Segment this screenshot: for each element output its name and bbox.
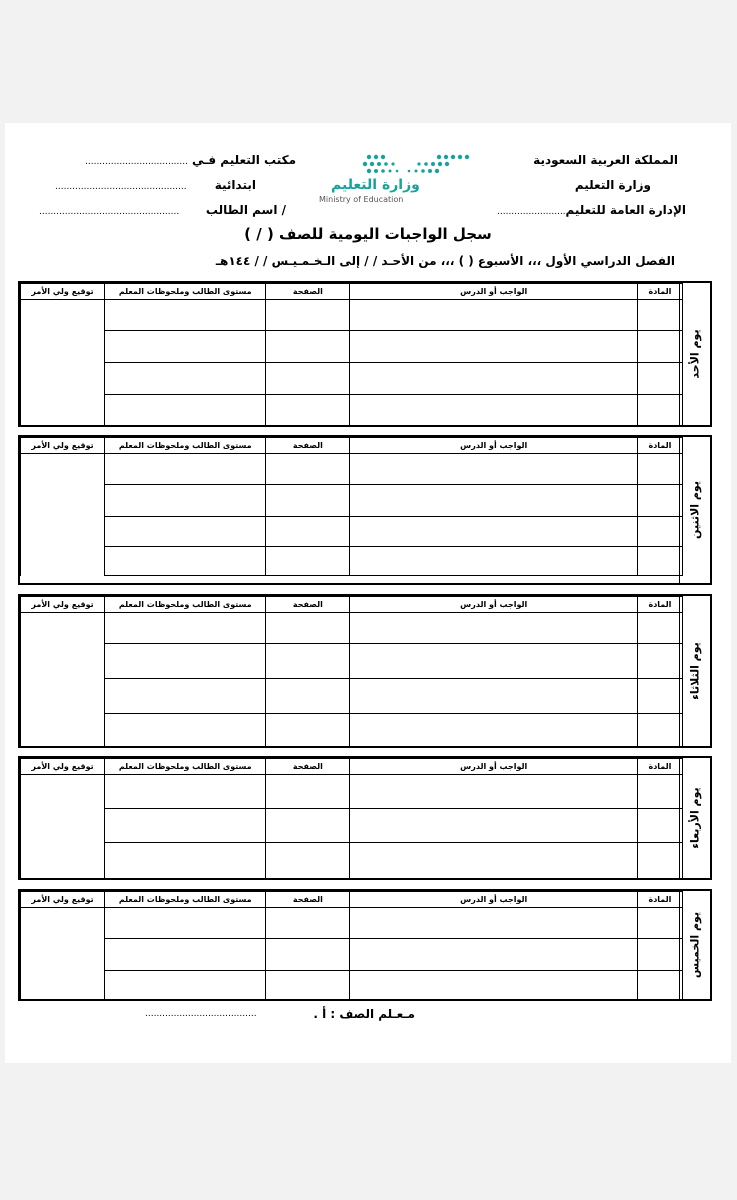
- col-page-cell[interactable]: [266, 644, 350, 679]
- col-subject-cell[interactable]: [637, 679, 682, 714]
- col-student-level-cell[interactable]: [105, 908, 266, 939]
- semester-week-line: الفصل الدراسي الأول ،،، الأسبوع ( ) ،،، من الأحـد / / إلى الـخـمـيـس / / ١٤٤هـ: [215, 254, 675, 268]
- homework-table: [20, 891, 683, 1001]
- col-subject-cell[interactable]: [637, 454, 682, 485]
- col-student-level-cell[interactable]: [105, 843, 266, 879]
- col-homework-cell[interactable]: [350, 613, 637, 644]
- col-subject-cell[interactable]: [637, 363, 682, 395]
- page-title: سجل الواجبات اليومية للصف ( / ): [244, 225, 492, 243]
- col-subject-cell[interactable]: [637, 908, 682, 939]
- header-student-name: اسم الطالب /: [205, 203, 286, 217]
- col-subject-cell[interactable]: [637, 613, 682, 644]
- col-subject-cell[interactable]: [637, 939, 682, 971]
- col-page-cell[interactable]: [266, 908, 350, 939]
- col-subject-cell[interactable]: [637, 517, 682, 547]
- col-subject-header: المادة: [637, 759, 682, 775]
- worksheet-page: [5, 123, 731, 1063]
- table-row: [21, 939, 683, 971]
- col-homework-header: الواجب أو الدرس: [350, 284, 637, 300]
- col-page-cell[interactable]: [266, 971, 350, 1001]
- col-subject-cell[interactable]: [637, 331, 682, 363]
- homework-table: [20, 437, 683, 576]
- table-row: [21, 395, 683, 427]
- col-subject-cell[interactable]: [637, 395, 682, 427]
- day-block-tuesday: [18, 594, 712, 748]
- col-student-level-cell[interactable]: [105, 485, 266, 517]
- day-label: يوم الثلاثاء: [688, 642, 702, 700]
- header-education-office: مكتب التعليم فـي: [192, 153, 296, 167]
- col-homework-cell[interactable]: [350, 395, 637, 427]
- col-page-header: الصفحة: [266, 597, 350, 613]
- col-student-level-cell[interactable]: [105, 395, 266, 427]
- table-row: [21, 300, 683, 331]
- col-student-level-header: مستوى الطالب وملحوظات المعلم: [105, 597, 266, 613]
- col-student-level-cell[interactable]: [105, 679, 266, 714]
- table-row: [21, 331, 683, 363]
- col-homework-cell[interactable]: [350, 843, 637, 879]
- header-ministry: وزارة التعليم: [574, 178, 651, 192]
- col-page-cell[interactable]: [266, 613, 350, 644]
- col-homework-cell[interactable]: [350, 485, 637, 517]
- col-page-cell[interactable]: [266, 395, 350, 427]
- ministry-logo: [309, 153, 484, 205]
- col-parent-signature-header: توقيع ولي الأمر: [21, 438, 105, 454]
- col-student-level-cell[interactable]: [105, 971, 266, 1001]
- col-subject-cell[interactable]: [637, 775, 682, 809]
- col-homework-header: الواجب أو الدرس: [350, 597, 637, 613]
- class-teacher-label: مـعـلم الصف : أ .: [313, 1007, 415, 1021]
- col-student-level-cell[interactable]: [105, 775, 266, 809]
- day-label-column: [679, 283, 710, 425]
- col-page-header: الصفحة: [266, 438, 350, 454]
- table-header-row: [21, 597, 683, 613]
- parent-signature-cell[interactable]: [21, 454, 105, 576]
- table-header-row: [21, 438, 683, 454]
- col-homework-cell[interactable]: [350, 300, 637, 331]
- col-homework-cell[interactable]: [350, 644, 637, 679]
- col-parent-signature-header: توقيع ولي الأمر: [21, 892, 105, 908]
- col-student-level-cell[interactable]: [105, 517, 266, 547]
- col-homework-header: الواجب أو الدرس: [350, 892, 637, 908]
- col-homework-cell[interactable]: [350, 547, 637, 576]
- col-subject-cell[interactable]: [637, 485, 682, 517]
- day-label: يوم الاثنين: [688, 481, 702, 539]
- col-student-level-cell[interactable]: [105, 331, 266, 363]
- table-row: [21, 363, 683, 395]
- day-block-thursday: [18, 889, 712, 1001]
- primary-school-dots: ..............................................: [55, 182, 187, 192]
- table-row: [21, 454, 683, 485]
- table-row: [21, 547, 683, 576]
- day-label-column: [679, 596, 710, 746]
- col-homework-cell[interactable]: [350, 517, 637, 547]
- col-subject-header: المادة: [637, 284, 682, 300]
- table-row: [21, 714, 683, 747]
- col-student-level-cell[interactable]: [105, 454, 266, 485]
- header-kingdom: المملكة العربية السعودية: [533, 153, 678, 167]
- education-office-dots: ....................................: [85, 157, 188, 167]
- col-student-level-header: مستوى الطالب وملحوظات المعلم: [105, 892, 266, 908]
- col-page-cell[interactable]: [266, 331, 350, 363]
- class-teacher-dots: .......................................: [145, 1009, 257, 1019]
- col-page-header: الصفحة: [266, 759, 350, 775]
- col-homework-cell[interactable]: [350, 363, 637, 395]
- col-student-level-header: مستوى الطالب وملحوظات المعلم: [105, 438, 266, 454]
- col-page-cell[interactable]: [266, 454, 350, 485]
- table-row: [21, 679, 683, 714]
- col-subject-cell[interactable]: [637, 843, 682, 879]
- day-block-wednesday: [18, 756, 712, 880]
- table-row: [21, 613, 683, 644]
- col-subject-cell[interactable]: [637, 547, 682, 576]
- col-subject-header: المادة: [637, 438, 682, 454]
- parent-signature-cell[interactable]: [21, 300, 105, 427]
- homework-table: [20, 596, 683, 747]
- col-homework-cell[interactable]: [350, 714, 637, 747]
- parent-signature-cell[interactable]: [21, 908, 105, 1001]
- table-row: [21, 971, 683, 1001]
- col-student-level-cell[interactable]: [105, 613, 266, 644]
- header-general-admin: الإدارة العامة للتعليم: [565, 203, 686, 217]
- col-page-cell[interactable]: [266, 547, 350, 576]
- col-page-cell[interactable]: [266, 809, 350, 843]
- col-page-cell[interactable]: [266, 775, 350, 809]
- col-homework-header: الواجب أو الدرس: [350, 759, 637, 775]
- col-subject-cell[interactable]: [637, 971, 682, 1001]
- homework-table: [20, 283, 683, 427]
- logo-arabic-text: وزارة التعليم: [331, 177, 420, 193]
- col-student-level-cell[interactable]: [105, 644, 266, 679]
- day-block-monday: [18, 435, 712, 585]
- col-subject-cell[interactable]: [637, 809, 682, 843]
- col-homework-cell[interactable]: [350, 775, 637, 809]
- table-row: [21, 809, 683, 843]
- col-page-header: الصفحة: [266, 284, 350, 300]
- table-header-row: [21, 284, 683, 300]
- col-page-header: الصفحة: [266, 892, 350, 908]
- col-parent-signature-header: توقيع ولي الأمر: [21, 597, 105, 613]
- col-subject-cell[interactable]: [637, 714, 682, 747]
- day-block-sunday: [18, 281, 712, 427]
- col-parent-signature-header: توقيع ولي الأمر: [21, 284, 105, 300]
- col-page-cell[interactable]: [266, 517, 350, 547]
- col-student-level-header: مستوى الطالب وملحوظات المعلم: [105, 284, 266, 300]
- col-homework-cell[interactable]: [350, 454, 637, 485]
- table-header-row: [21, 892, 683, 908]
- general-admin-dots: ..............................: [497, 207, 583, 217]
- col-student-level-cell[interactable]: [105, 300, 266, 331]
- day-label-column: [679, 891, 710, 999]
- col-homework-cell[interactable]: [350, 679, 637, 714]
- table-header-row: [21, 759, 683, 775]
- col-homework-cell[interactable]: [350, 971, 637, 1001]
- homework-table: [20, 758, 683, 879]
- col-homework-cell[interactable]: [350, 908, 637, 939]
- col-subject-header: المادة: [637, 892, 682, 908]
- day-label: يوم الأربعاء: [688, 787, 702, 849]
- col-student-level-cell[interactable]: [105, 939, 266, 971]
- table-row: [21, 517, 683, 547]
- parent-signature-cell[interactable]: [21, 775, 105, 879]
- day-label-column: [679, 758, 710, 878]
- col-homework-cell[interactable]: [350, 939, 637, 971]
- student-name-dots: .................................................: [39, 207, 180, 217]
- col-page-cell[interactable]: [266, 939, 350, 971]
- col-subject-cell[interactable]: [637, 300, 682, 331]
- header-primary-school: ابتدائية: [214, 178, 256, 192]
- col-student-level-cell[interactable]: [105, 363, 266, 395]
- col-page-cell[interactable]: [266, 485, 350, 517]
- table-row: [21, 843, 683, 879]
- col-student-level-cell[interactable]: [105, 714, 266, 747]
- col-student-level-cell[interactable]: [105, 809, 266, 843]
- col-student-level-cell[interactable]: [105, 547, 266, 576]
- col-homework-cell[interactable]: [350, 331, 637, 363]
- col-subject-cell[interactable]: [637, 644, 682, 679]
- table-row: [21, 775, 683, 809]
- col-page-cell[interactable]: [266, 300, 350, 331]
- logo-english-text: Ministry of Education: [319, 195, 404, 204]
- table-row: [21, 485, 683, 517]
- col-homework-header: الواجب أو الدرس: [350, 438, 637, 454]
- col-page-cell[interactable]: [266, 843, 350, 879]
- day-label-column: [679, 437, 710, 583]
- col-page-cell[interactable]: [266, 679, 350, 714]
- col-homework-cell[interactable]: [350, 809, 637, 843]
- parent-signature-cell[interactable]: [21, 613, 105, 747]
- col-student-level-header: مستوى الطالب وملحوظات المعلم: [105, 759, 266, 775]
- day-label: يوم الخميس: [688, 911, 702, 979]
- col-page-cell[interactable]: [266, 363, 350, 395]
- col-subject-header: المادة: [637, 597, 682, 613]
- col-page-cell[interactable]: [266, 714, 350, 747]
- col-parent-signature-header: توقيع ولي الأمر: [21, 759, 105, 775]
- day-label: يوم الأحد: [688, 329, 702, 379]
- table-row: [21, 908, 683, 939]
- table-row: [21, 644, 683, 679]
